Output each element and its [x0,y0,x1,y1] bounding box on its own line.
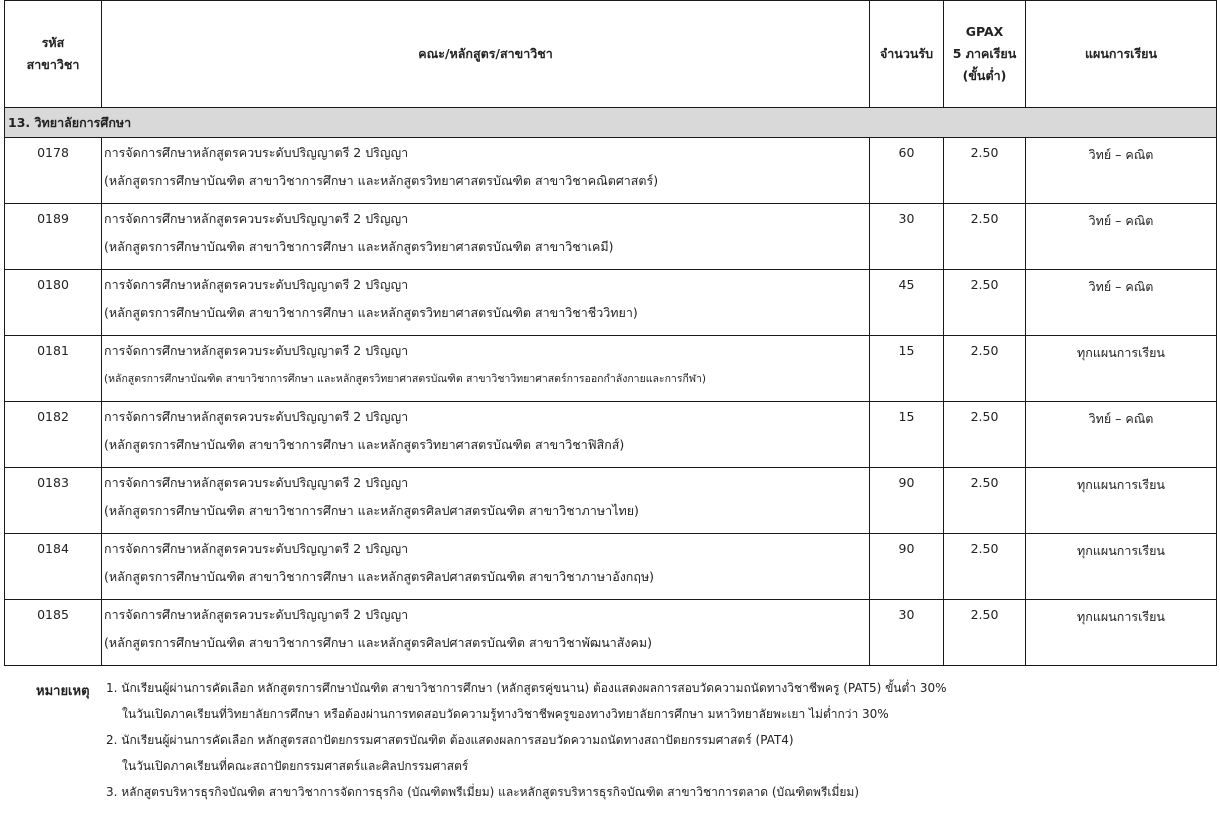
gpax-minimum: 2.50 [944,402,1026,468]
program-line2: (หลักสูตรการศึกษาบัณฑิต สาขาวิชาการศึกษา และหลักสูตรวิทยาศาสตรบัณฑิต สาขาวิชาชีววิทยา) [104,305,638,320]
section-title: 13. วิทยาลัยการศึกษา [5,108,1217,138]
table-row [5,270,1217,336]
study-plan: ทุกแผนการเรียน [1026,336,1217,402]
program-code: 0184 [5,534,102,600]
seats-count: 15 [870,402,944,468]
gpax-minimum: 2.50 [944,600,1026,666]
seats-count: 30 [870,600,944,666]
program-code: 0180 [5,270,102,336]
program-line2: (หลักสูตรการศึกษาบัณฑิต สาขาวิชาการศึกษา และหลักสูตรศิลปศาสตรบัณฑิต สาขาวิชาพัฒนาสังคม) [104,635,652,650]
program-name [102,336,870,402]
program-line1: การจัดการศึกษาหลักสูตรควบระดับปริญญาตรี 2 ปริญญา [104,475,409,490]
program-line1: การจัดการศึกษาหลักสูตรควบระดับปริญญาตรี 2 ปริญญา [104,211,409,226]
table-row [5,336,1217,402]
gpax-minimum: 2.50 [944,138,1026,204]
study-plan: ทุกแผนการเรียน [1026,468,1217,534]
gpax-minimum: 2.50 [944,534,1026,600]
program-line2: (หลักสูตรการศึกษาบัณฑิต สาขาวิชาการศึกษา และหลักสูตรวิทยาศาสตรบัณฑิต สาขาวิชาเคมี) [104,239,614,254]
seats-count: 30 [870,204,944,270]
program-name [102,468,870,534]
program-code: 0181 [5,336,102,402]
header-program: คณะ/หลักสูตร/สาขาวิชา [102,1,870,108]
program-name [102,138,870,204]
program-name [102,204,870,270]
seats-count: 15 [870,336,944,402]
study-plan: วิทย์ – คณิต [1026,270,1217,336]
notes-list [106,680,1216,810]
study-plan: ทุกแผนการเรียน [1026,534,1217,600]
program-line2: (หลักสูตรการศึกษาบัณฑิต สาขาวิชาการศึกษา และหลักสูตรวิทยาศาสตรบัณฑิต สาขาวิชาคณิตศาสตร์) [104,173,659,188]
program-line1: การจัดการศึกษาหลักสูตรควบระดับปริญญาตรี 2 ปริญญา [104,607,409,622]
program-name [102,600,870,666]
program-code: 0185 [5,600,102,666]
program-name [102,534,870,600]
program-line1: การจัดการศึกษาหลักสูตรควบระดับปริญญาตรี 2 ปริญญา [104,541,409,556]
study-plan: วิทย์ – คณิต [1026,402,1217,468]
notes-label: หมายเหตุ [36,684,90,699]
program-code: 0182 [5,402,102,468]
program-code: 0189 [5,204,102,270]
header-code: รหัส สาขาวิชา [5,1,102,108]
header-seats: จำนวนรับ [870,1,944,108]
program-line2: (หลักสูตรการศึกษาบัณฑิต สาขาวิชาการศึกษา และหลักสูตรศิลปศาสตรบัณฑิต สาขาวิชาภาษาไทย) [104,503,639,518]
table-row [5,138,1217,204]
section-row [5,108,1217,138]
program-line1: การจัดการศึกษาหลักสูตรควบระดับปริญญาตรี 2 ปริญญา [104,409,409,424]
table-row [5,402,1217,468]
header-row [5,1,1217,108]
note-line: 1. นักเรียนผู้ผ่านการคัดเลือก หลักสูตรการศึกษาบัณฑิต สาขาวิชาการศึกษา (หลักสูตรคู่ขนาน) ต้องแสดงผลการสอบวัดความถนัดทางวิชาชีพครู (PAT5) ขั้นต่ำ 30% [106,681,947,695]
program-code: 0183 [5,468,102,534]
table-row [5,468,1217,534]
study-plan: วิทย์ – คณิต [1026,138,1217,204]
study-plan: ทุกแผนการเรียน [1026,600,1217,666]
seats-count: 60 [870,138,944,204]
note-line: ในวันเปิดภาคเรียนที่คณะสถาปัตยกรรมศาสตร์และศิลปกรรมศาสตร์ [122,759,469,773]
gpax-minimum: 2.50 [944,468,1026,534]
study-plan: วิทย์ – คณิต [1026,204,1217,270]
program-line1: การจัดการศึกษาหลักสูตรควบระดับปริญญาตรี 2 ปริญญา [104,343,409,358]
admission-table [4,0,1217,666]
seats-count: 45 [870,270,944,336]
program-line1: การจัดการศึกษาหลักสูตรควบระดับปริญญาตรี 2 ปริญญา [104,277,409,292]
gpax-minimum: 2.50 [944,270,1026,336]
seats-count: 90 [870,468,944,534]
table-row [5,534,1217,600]
header-gpax: GPAX 5 ภาคเรียน (ขั้นต่ำ) [944,1,1026,108]
table-row [5,600,1217,666]
note-line: 2. นักเรียนผู้ผ่านการคัดเลือก หลักสูตรสถาปัตยกรรมศาสตรบัณฑิต ต้องแสดงผลการสอบวัดความถนัดทางสถาปัตยกรรมศาสตร์ (PAT4) [106,733,794,747]
note-line: 3. หลักสูตรบริหารธุรกิจบัณฑิต สาขาวิชาการจัดการธุรกิจ (บัณฑิตพรีเมี่ยม) และหลักสูตรบริหารธุรกิจบัณฑิต สาขาวิชาการตลาด (บัณฑิตพรีเมี่ยม) [106,785,860,799]
header-plan: แผนการเรียน [1026,1,1217,108]
program-line2: (หลักสูตรการศึกษาบัณฑิต สาขาวิชาการศึกษา และหลักสูตรศิลปศาสตรบัณฑิต สาขาวิชาภาษาอังกฤษ) [104,569,655,584]
seats-count: 90 [870,534,944,600]
program-name [102,402,870,468]
program-line2: (หลักสูตรการศึกษาบัณฑิต สาขาวิชาการศึกษา และหลักสูตรวิทยาศาสตรบัณฑิต สาขาวิชาวิทยาศาสตร์การออกกำลังกายและการกีฬา) [104,373,706,385]
gpax-minimum: 2.50 [944,204,1026,270]
note-line: ในวันเปิดภาคเรียนที่วิทยาลัยการศึกษา หรือต้องผ่านการทดสอบวัดความรู้ทางวิชาชีพครูของทางวิทยาลัยการศึกษา มหาวิทยาลัยพะเยา ไม่ต่ำกว่า 30% [122,707,889,721]
gpax-minimum: 2.50 [944,336,1026,402]
table-row [5,204,1217,270]
program-name [102,270,870,336]
program-code: 0178 [5,138,102,204]
program-line2: (หลักสูตรการศึกษาบัณฑิต สาขาวิชาการศึกษา และหลักสูตรวิทยาศาสตรบัณฑิต สาขาวิชาฟิสิกส์) [104,437,625,452]
program-line1: การจัดการศึกษาหลักสูตรควบระดับปริญญาตรี 2 ปริญญา [104,145,409,160]
